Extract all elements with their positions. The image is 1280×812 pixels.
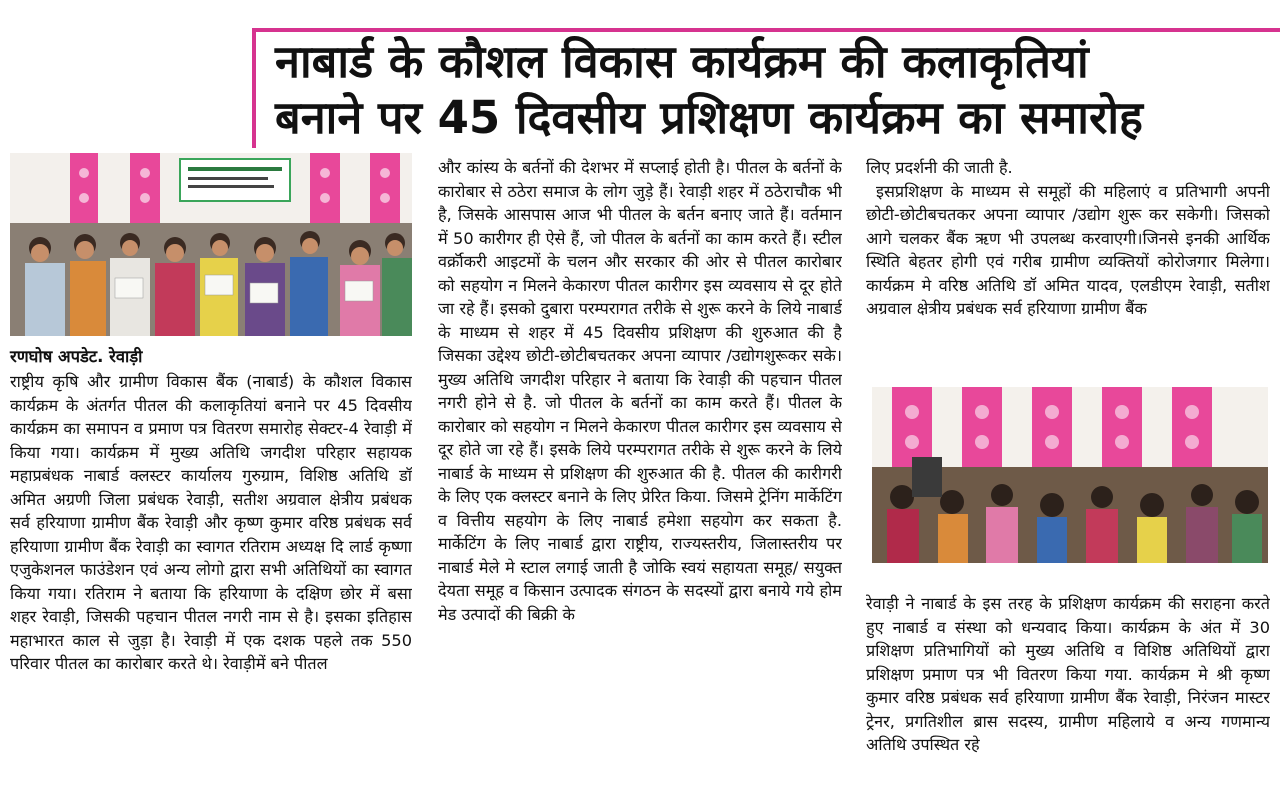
column-3-bottom-text: रेवाड़ी ने नाबार्ड के इस तरह के प्रशिक्षण कार्यक्रम की सराहना करते हुए नाबार्ड व संस्था को धन्यवाद किया। कार्यक्रम के अंत में 30 प्रशिक्षण प्रतिभागियों को मुख्य अतिथि व विशिष्ठ अतिथियों द्वारा प्रशिक्षण प्रमाण पत्र भी वितरण किया गया. कार्यक्रम मे श्री कृष्ण कुमार वरिष्ठ प्रबंधक सर्व हरियाणा ग्रामीण बैंक रेवाड़ी, निरंजन मास्टर ट्रेनर, प्रगतिशील ब्रास सदस्य, ग्रामीण महिलाये व अन्य गणमान्य अतिथि उपस्थित रहे <box>866 594 1270 754</box>
group-photo <box>10 153 412 336</box>
audience-photo <box>872 387 1268 563</box>
article-column-3-top <box>866 156 1270 371</box>
column-1-text: राष्ट्रीय कृषि और ग्रामीण विकास बैंक (नाबार्ड) के कौशल विकास कार्यक्रम के अंतर्गत पीतल की कलाकृतियां बनाने पर 45 दिवसीय कार्यक्रम का समापन व प्रमाण पत्र वितरण समारोह सेक्टर-4 रेवाड़ी में किया गया। कार्यक्रम में मुख्य अतिथि जगदीश परिहार सहायक महाप्रबंधक नाबार्ड क्लस्टर कार्यालय गुरुग्राम, विशिष्ठ अतिथि डॉ अमित अग्रणी जिला प्रबंधक रेवाड़ी, सतीश अग्रवाल क्षेत्रीय प्रबंधक सर्व हरियाणा ग्रामीण बैंक रेवाड़ी और कृष्ण कुमार वरिष्ठ प्रबंधक सर्व हरियाणा ग्रामीण बैंक रेवाड़ी का स्वागत रतिराम अध्यक्ष दि लार्ड कृष्णा एजुकेशनल फाउंडेशन एवं अन्य लोगो द्वारा सभी अतिथियों का स्वागत किया गया। रतिराम ने बताया कि हरियाणा के दक्षिण छोर में बसा शहर रेवाड़ी, जिसकी पहचान पीतल नगरी नाम से है। इसका इतिहास महाभारत काल से जुड़ा है। रेवाड़ी में एक दशक पहले तक 550 परिवार पीतल का कारोबार करते थे। रेवाड़ीमें बने पीतल <box>10 372 412 673</box>
column-3-top-paragraph-2: इसप्रशिक्षण के माध्यम से समूहों की महिलाएं व प्रतिभागी अपनी छोटी-छोटीबचतकर अपना व्यापार /उद्योग शुरू कर सकेगी। जिसको आगे चलकर बैंक ऋण भी उपलब्ध करवाएगी।जिनसे इनकी आर्थिक स्थिति बेहतर होगी एवं गरीब ग्रामीण व्यक्तियों कोरोजगार मिलेगा। कार्यक्रम मे वरिष्ठ अतिथि डॉ अमित यादव, एलडीएम रेवाड़ी, सतीश अग्रवाल क्षेत्रीय प्रबंधक सर्व हरियाणा ग्रामीण बैंक <box>866 181 1270 318</box>
headline-line-2: बनाने पर 45 दिवसीय प्रशिक्षण कार्यक्रम का समारोह <box>275 91 1143 144</box>
column-2-text: और कांस्य के बर्तनों की देशभर में सप्लाई होती है। पीतल के बर्तनों के कारोबार से ठठेरा समाज के लोग जुड़े हैं। रेवाड़ी शहर में ठठेराचौक भी है, जिसके आसपास आज भी पीतल के बर्तन बनाए जाते हैं। वर्तमान में 50 कारीगर ही ऐसे हैं, जो पीतल के बर्तनों का काम करते हैं। स्टील वर्क्रॉकरी आइटमों के चलन और सरकार की ओर से पीतल कारोबार को सहयोग न मिलने केकारण पीतल कारीगर इस व्यवसाय से दूर होते जा रहे हैं। इसको दुबारा परम्परागत तरीके से शुरू करने के लिये नाबार्ड के माध्यम से शहर में 45 दिवसीय प्रशिक्षण की शुरुआत की है जिसका उद्देश्य छोटी-छोटीबचतकर अपना व्यापार /उद्योगशुरूकर सके। मुख्य अतिथि जगदीश परिहार ने बताया कि रेवाड़ी की पहचान पीतल नगरी होने से है. जो पीतल के बर्तनों का काम करते हैं। पीतल के कारोबार को सहयोग न मिलने केकारण पीतल कारीगर इस व्यवसाय से दूर होते जा रहे हैं। इसके लिये परम्परागत तरीके से शुरू करने के लिये नाबार्ड के माध्यम से प्रशिक्षण की शुरुआत की है. पीतल की कारीगरी के लिए एक क्लस्टर बनाने के लिए प्रेरित किया. जिसमे ट्रेनिंग मार्केटिंग व वित्तीय सहयोग के लिए नाबार्ड हमेशा सहयोग कर सकता है. मार्केटिंग के लिए नाबार्ड द्वारा राष्ट्रीय, राज्यस्तरीय, जिलास्तरीय पर नाबार्ड मेले मे स्टाल लगाई जाती है जोकि स्वयं सहायता समूह/ सयुक्त देयता समूह व किसान उत्पादक संगठन के सदस्यों द्वारा बनाये गये होम मेड उत्पादों की बिक्री के <box>438 158 842 624</box>
headline <box>275 34 1275 146</box>
byline: रणघोष अपडेट. रेवाड़ी <box>10 347 143 366</box>
article-column-1 <box>10 370 412 810</box>
headline-line-1: नाबार्ड के कौशल विकास कार्यक्रम की कलाकृतियां <box>275 35 1089 88</box>
column-3-top-paragraph-1: लिए प्रदर्शनी की जाती है. <box>866 158 1013 177</box>
article-column-2 <box>438 156 842 808</box>
article-column-3-bottom <box>866 592 1270 807</box>
